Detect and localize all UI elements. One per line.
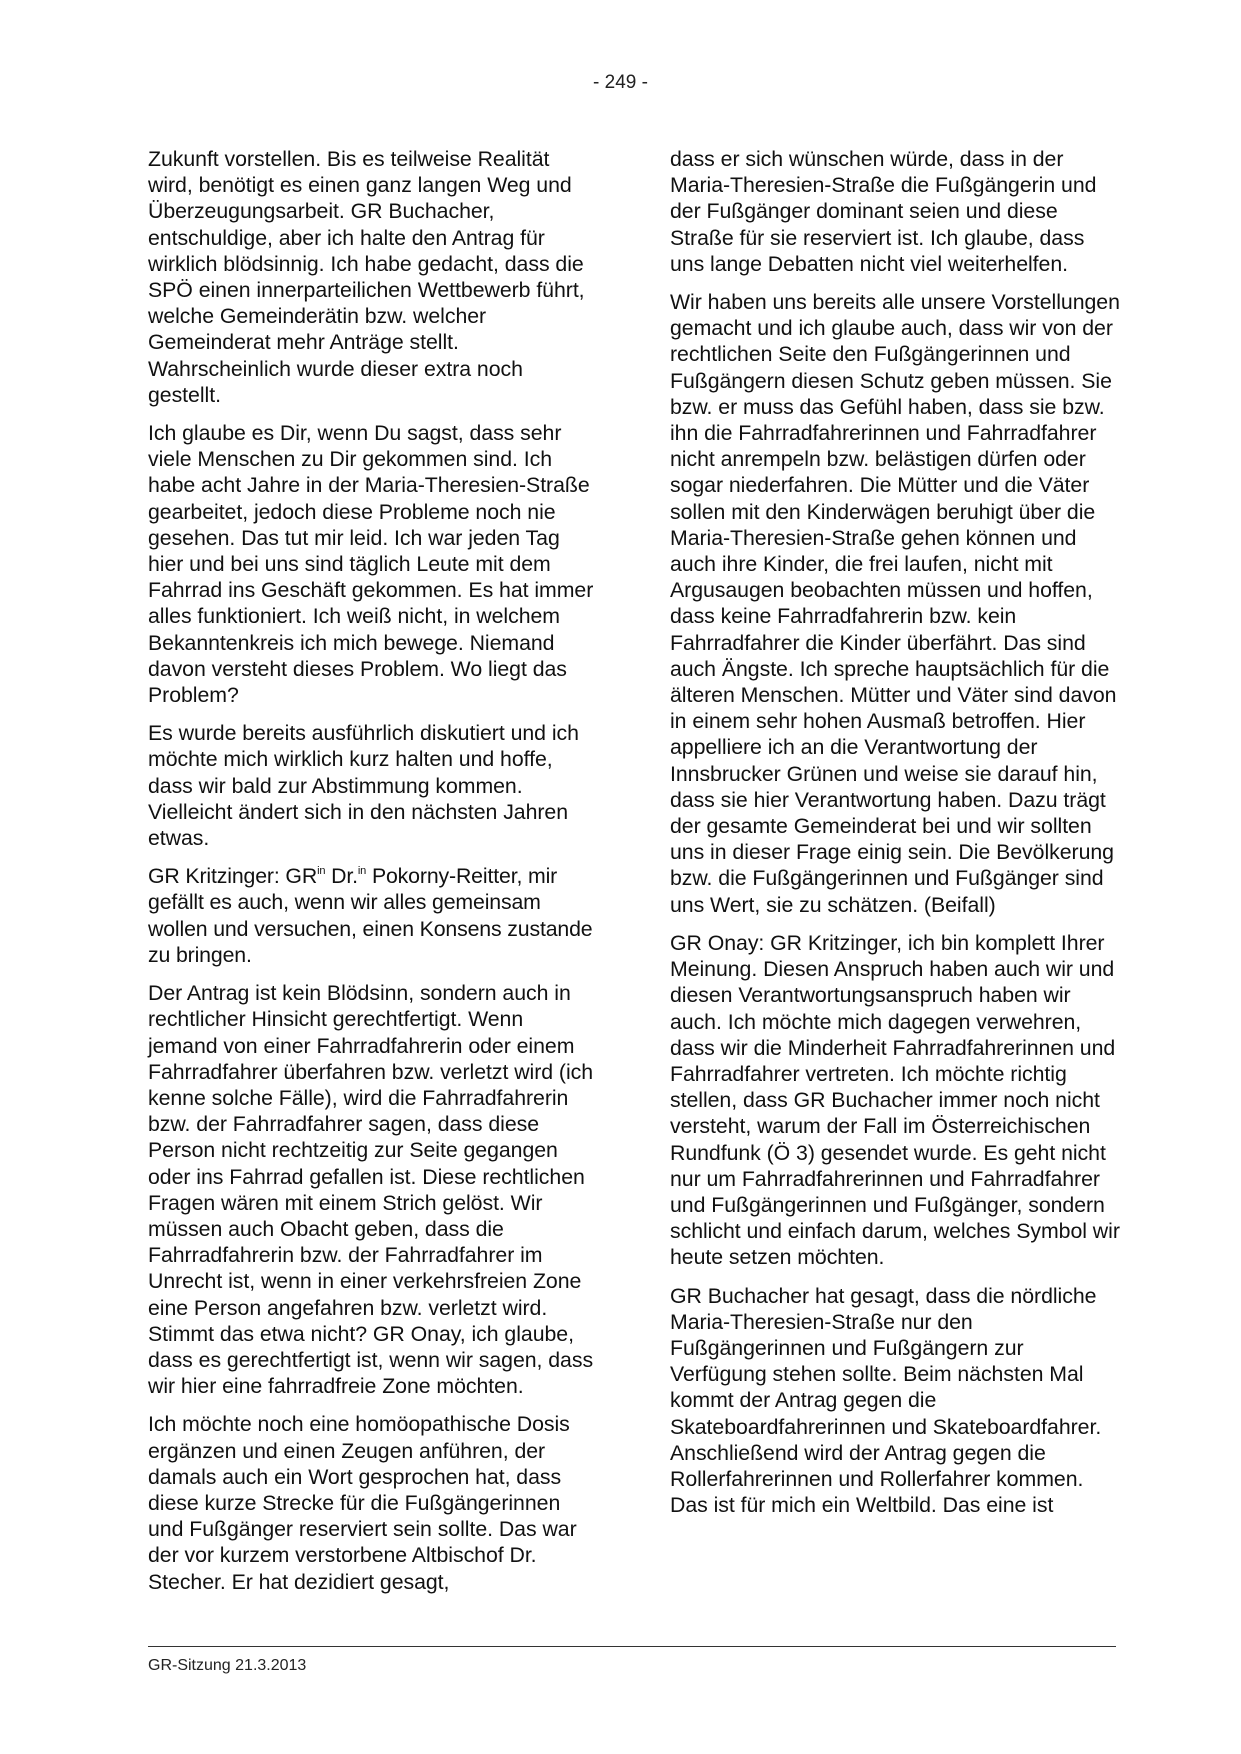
page-number: - 249 - [593,72,648,93]
paragraph: Wir haben uns bereits alle unsere Vorstellungen gemacht und ich glaube auch, dass wir von der rechtlichen Seite den Fußgängerinnen und Fußgängern diesen Schutz geben müssen. Sie bzw. er muss das Gefühl haben, dass sie bzw. ihn die Fahrradfahrerinnen und Fahrradfahrer nicht anrempeln bzw. belästigen dürfen oder sogar niederfahren. Die Mütter und die Väter sollen mit den Kinderwägen beruhigt über die Maria-Theresien-Straße gehen können und auch ihre Kinder, die frei laufen, nicht mit Argusaugen beobachten müssen und hoffen, dass keine Fahrradfahrerin bzw. kein Fahrradfahrer die Kinder überfährt. Das sind auch Ängste. Ich spreche hauptsächlich für die älteren Menschen. Mütter und Väter sind davon in einem sehr hohen Ausmaß betroffen. Hier appelliere ich an die Verantwortung der Innsbrucker Grünen und weise sie darauf hin, dass sie hier Verantwortung haben. Dazu trägt der gesamte Gemeinderat bei und wir sollten uns in dieser Frage einig sein. Die Bevölkerung bzw. die Fußgängerinnen und Fußgänger sind uns Wert, sie zu schätzen. (Beifall) [670,290,1120,917]
paragraph: dass er sich wünschen würde, dass in der Maria-Theresien-Straße die Fußgängerin und der Fußgänger dominant seien und diese Straße für sie reserviert ist. Ich glaube, dass uns lange Debatten nicht viel weiterhelfen. [670,147,1097,276]
left-column [148,146,598,1595]
paragraph: Es wurde bereits ausführlich diskutiert und ich möchte mich wirklich kurz halten und hoffe, dass wir bald zur Abstimmung kommen. Vielleicht ändert sich in den nächsten Jahren etwas. [148,721,579,851]
superscript: in [317,865,326,878]
title-dr: Dr. [331,864,358,889]
paragraph: Zukunft vorstellen. Bis es teilweise Realität wird, benötigt es einen ganz langen Weg und Überzeugungsarbeit. GR Buchacher, entschuldige, aber ich halte den Antrag für wirklich blödsinnig. Ich habe gedacht, dass die SPÖ einen innerparteilichen Wettbewerb führt, welche Gemeinderätin bzw. welcher Gemeinderat mehr Anträge stellt. Wahrscheinlich wurde dieser extra noch gestellt. [148,147,585,407]
paragraph: Der Antrag ist kein Blödsinn, sondern auch in rechtlicher Hinsicht gerechtfertigt. Wenn jemand von einer Fahrradfahrerin oder einem Fahrradfahrer überfahren bzw. verletzt wird (ich kenne solche Fälle), wird die Fahrradfahrerin bzw. der Fahrradfahrer sagen, dass diese Person nicht rechtzeitig zur Seite gegangen oder ins Fahrrad gefallen ist. Diese rechtlichen Fragen wären mit einem Strich gelöst. Wir müssen auch Obacht geben, dass die Fahrradfahrerin bzw. der Fahrradfahrer im Unrecht ist, wenn in einer verkehrsfreien Zone eine Person angefahren bzw. verletzt wird. Stimmt das etwa nicht? GR Onay, ich glaube, dass es gerechtfertigt ist, wenn wir sagen, dass wir hier eine fahrradfreie Zone möchten. [148,981,594,1399]
superscript: in [357,865,367,878]
speaker-name: GR Kritzinger: [148,864,280,889]
paragraph: Ich möchte noch eine homöopathische Dosis ergänzen und einen Zeugen anführen, der damals auch ein Wort gesprochen hat, dass diese kurze Strecke für die Fußgängerinnen und Fußgänger reserviert sein sollte. Das war der vor kurzem verstorbene Altbischof Dr. Stecher. Er hat dezidiert gesagt, [148,1412,577,1594]
speaker-name: GR Onay: [670,930,765,955]
footer-session-label: GR-Sitzung 21.3.2013 [148,1657,307,1674]
paragraph: GR Buchacher hat gesagt, dass die nördliche Maria-Theresien-Straße nur den Fußgängerinnen und Fußgängern zur Verfügung stehen sollte. Beim nächsten Mal kommt der Antrag gegen die Skateboardfahrerinnen und Skateboardfahrer. Anschließend wird der Antrag gegen die Rollerfahrerinnen und Rollerfahrer kommen. Das ist für mich ein Weltbild. Das eine ist [670,1283,1102,1518]
title-gr: GR [285,864,318,889]
speaker-text: Pokorny-Reitter, mir gefällt es auch, wenn wir alles gemeinsam wollen und versuchen, einen Konsens zustande zu bringen. [148,864,593,967]
right-column [670,146,1120,1518]
speaker-paragraph [148,863,598,968]
speaker-text: GR Kritzinger, ich bin komplett Ihrer Meinung. Diesen Anspruch haben auch wir und diesen Verantwortungsanspruch haben wir auch. Ich möchte mich dagegen verwehren, dass wir die Minderheit Fahrradfahrerinnen und Fahrradfahrer vertreten. Ich möchte richtig stellen, dass GR Buchacher immer noch nicht versteht, warum der Fall im Österreichischen Rundfunk (Ö 3) gesendet wurde. Es geht nicht nur um Fahrradfahrerinnen und Fahrradfahrer und Fußgängerinnen und Fußgänger, sondern schlicht und einfach darum, welches Symbol wir heute setzen möchten. [670,930,1120,1270]
footer-divider [148,1646,1116,1647]
speaker-paragraph [670,930,1120,1271]
paragraph: Ich glaube es Dir, wenn Du sagst, dass sehr viele Menschen zu Dir gekommen sind. Ich habe acht Jahre in der Maria-Theresien-Straße gearbeitet, jedoch diese Probleme noch nie gesehen. Das tut mir leid. Ich war jeden Tag hier und bei uns sind täglich Leute mit dem Fahrrad ins Geschäft gekommen. Es hat immer alles funktioniert. Ich weiß nicht, in welchem Bekanntenkreis ich mich bewege. Niemand davon versteht dieses Problem. Wo liegt das Problem? [148,421,594,708]
